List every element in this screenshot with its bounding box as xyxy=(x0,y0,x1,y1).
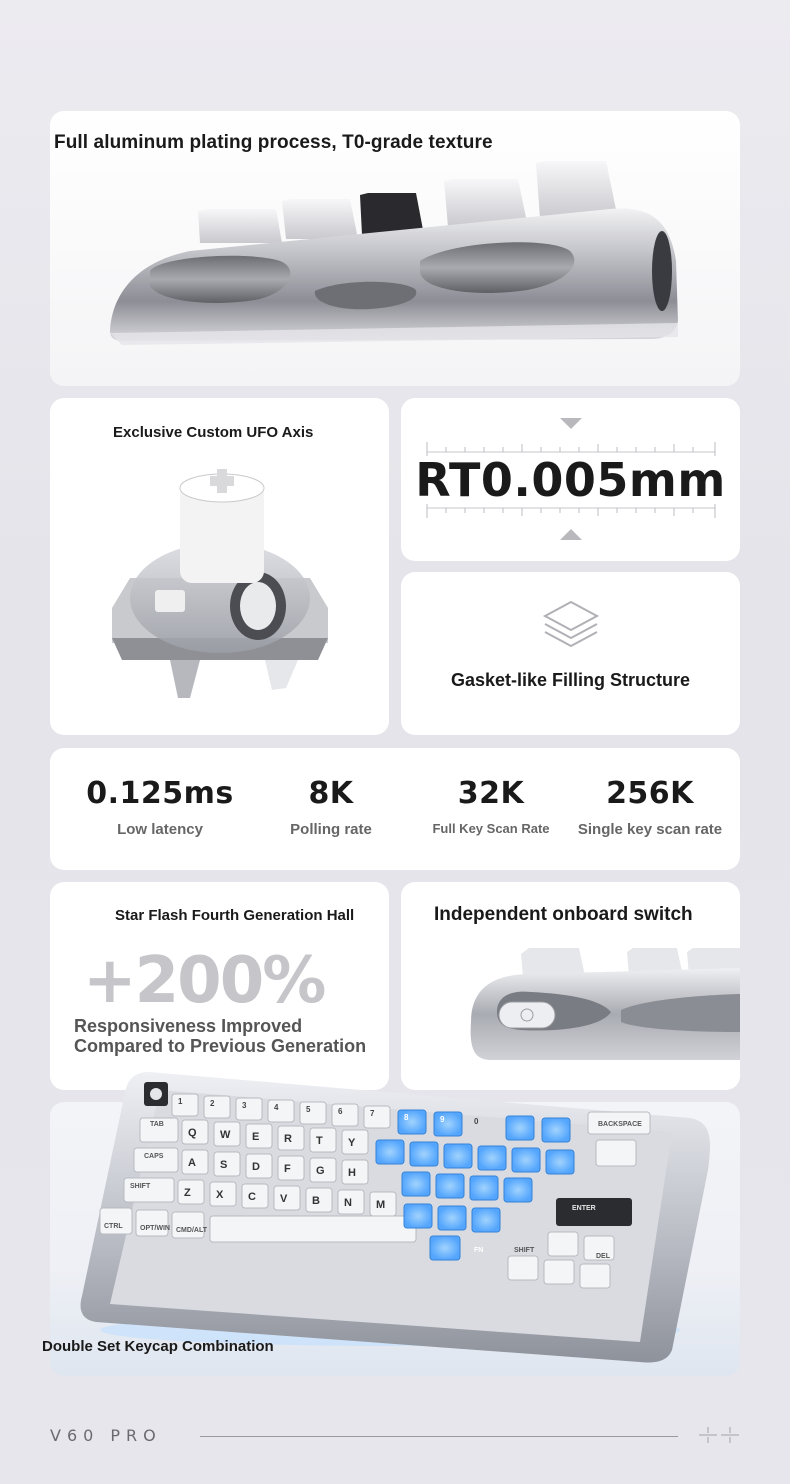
stat-latency xyxy=(80,776,240,838)
stat-value: 0.125ms xyxy=(86,776,234,811)
key-opt-win: OPT/WIN xyxy=(140,1225,170,1232)
aluminum-card xyxy=(50,111,740,386)
key-1: 1 xyxy=(178,1097,183,1106)
stat-label: Single key scan rate xyxy=(577,821,723,838)
brand-logo: V60 PRO xyxy=(50,1426,162,1445)
key-x: X xyxy=(216,1189,224,1201)
key-m: M xyxy=(376,1199,386,1211)
key-ctrl: CTRL xyxy=(104,1223,123,1230)
key-fn: FN xyxy=(474,1247,484,1254)
key-n: N xyxy=(344,1197,352,1209)
hall-card xyxy=(50,882,389,1090)
stat-value: 8K xyxy=(308,776,354,811)
gasket-title: Gasket-like Filling Structure xyxy=(450,670,691,690)
key-z: Z xyxy=(184,1187,191,1199)
stat-full-scan xyxy=(412,776,570,836)
key-6: 6 xyxy=(338,1107,343,1116)
switch-title: Independent onboard switch xyxy=(434,904,693,925)
key-y: Y xyxy=(348,1137,356,1149)
onboard-switch-image xyxy=(401,882,740,1090)
stat-label: Full Key Scan Rate xyxy=(432,821,550,836)
crosshair-icon xyxy=(697,1424,741,1446)
footer-divider xyxy=(200,1436,678,1437)
hall-percent: +200% xyxy=(83,944,325,1018)
ruler-bottom-icon xyxy=(401,504,740,554)
key-2: 2 xyxy=(210,1099,215,1108)
key-a: A xyxy=(188,1157,196,1169)
key-s: S xyxy=(220,1159,228,1171)
key-tab: TAB xyxy=(150,1121,164,1128)
rt-value: RT0.005mm xyxy=(415,453,726,507)
stat-label: Low latency xyxy=(117,821,203,838)
key-t: T xyxy=(316,1135,323,1147)
stat-label: Polling rate xyxy=(290,821,372,838)
stat-single-scan xyxy=(570,776,730,838)
key-d: D xyxy=(252,1161,260,1173)
key-g: G xyxy=(316,1165,325,1177)
key-w: W xyxy=(220,1129,231,1141)
key-0: 0 xyxy=(474,1117,479,1126)
key-b: B xyxy=(312,1195,320,1207)
stats-card xyxy=(50,748,740,870)
key-8: 8 xyxy=(404,1113,409,1122)
key-backspace: BACKSPACE xyxy=(598,1121,642,1128)
stat-polling xyxy=(255,776,407,838)
ufo-axis-card xyxy=(50,398,389,735)
key-cmd-alt: CMD/ALT xyxy=(176,1227,207,1234)
key-shift-right: SHIFT xyxy=(514,1247,535,1254)
key-shift: SHIFT xyxy=(130,1183,151,1190)
stat-value: 32K xyxy=(457,776,525,811)
switch-card xyxy=(401,882,740,1090)
hall-desc-line2: Compared to Previous Generation xyxy=(74,1036,367,1056)
rt-card xyxy=(401,398,740,561)
key-del: DEL xyxy=(596,1253,610,1260)
aluminum-title: Full aluminum plating process, T0-grade texture xyxy=(54,132,493,153)
key-v: V xyxy=(280,1193,288,1205)
keycap-title: Double Set Keycap Combination xyxy=(42,1338,274,1355)
key-f: F xyxy=(284,1163,291,1175)
switch-image xyxy=(50,398,389,735)
key-r: R xyxy=(284,1133,292,1145)
key-5: 5 xyxy=(306,1105,311,1114)
layers-icon xyxy=(541,598,601,654)
hall-desc-line1: Responsiveness Improved xyxy=(74,1016,303,1036)
gasket-card xyxy=(401,572,740,735)
hall-title: Star Flash Fourth Generation Hall xyxy=(115,907,355,924)
hall-description xyxy=(74,1016,366,1056)
key-4: 4 xyxy=(274,1103,279,1112)
key-q: Q xyxy=(188,1127,197,1139)
key-h: H xyxy=(348,1167,356,1179)
key-9: 9 xyxy=(440,1115,445,1124)
key-e: E xyxy=(252,1131,260,1143)
key-3: 3 xyxy=(242,1101,247,1110)
key-7: 7 xyxy=(370,1109,375,1118)
ufo-axis-title: Exclusive Custom UFO Axis xyxy=(113,424,314,441)
keyboard-side-image xyxy=(50,111,740,386)
key-caps: CAPS xyxy=(144,1153,164,1160)
key-c: C xyxy=(248,1191,256,1203)
key-enter: ENTER xyxy=(572,1205,596,1212)
stat-value: 256K xyxy=(606,776,694,811)
